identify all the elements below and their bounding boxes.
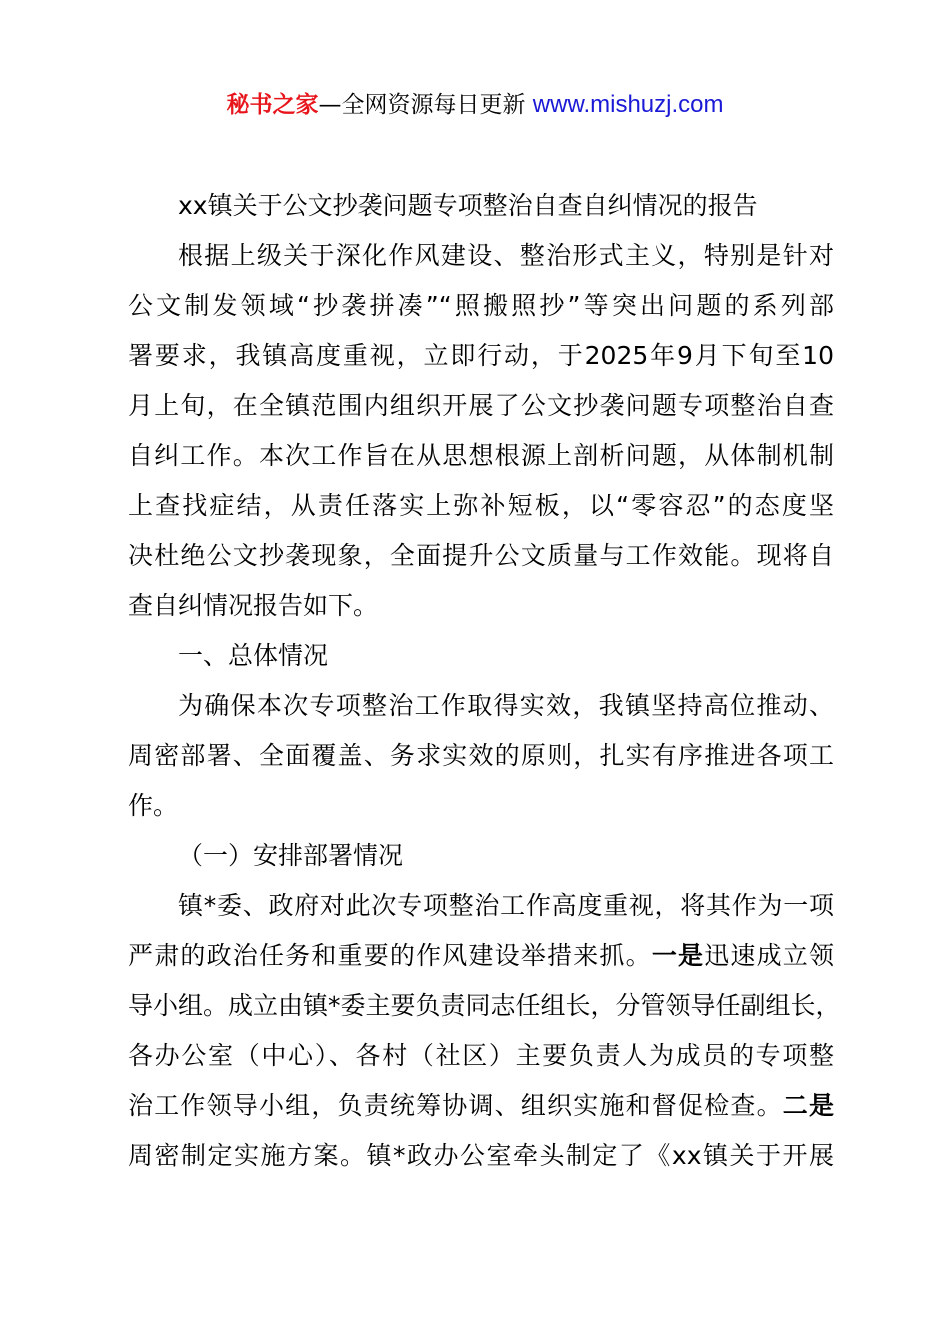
document-body bbox=[128, 181, 841, 1181]
banner-url-link[interactable]: www.mishuzj.com bbox=[532, 91, 724, 118]
banner-brand: 秘书之家 bbox=[226, 92, 319, 118]
subsection-text: 迅速成立领 bbox=[704, 941, 834, 970]
emphasis-first: 一是 bbox=[651, 941, 705, 970]
intro-line: 月上旬，在全镇范围内组织开展了公文抄袭问题专项整治自查 bbox=[128, 391, 834, 420]
section-line: 周密部署、全面覆盖、务求实效的原则，扎实有序推进各项工 bbox=[128, 741, 834, 770]
subsection-line: 周密制定实施方案。镇*政办公室牵头制定了《xx镇关于开展 bbox=[128, 1141, 834, 1170]
intro-line: 决杜绝公文抄袭现象，全面提升公文质量与工作效能。现将自 bbox=[128, 541, 834, 570]
site-banner bbox=[0, 88, 950, 122]
subsection-text: 严肃的政治任务和重要的作风建设举措来抓。 bbox=[128, 941, 652, 970]
section-line: 作。 bbox=[128, 791, 179, 820]
intro-line: 根据上级关于深化作风建设、整治形式主义，特别是针对 bbox=[178, 241, 834, 270]
subsection-heading: （一）安排部署情况 bbox=[178, 841, 404, 870]
document-title: xx镇关于公文抄袭问题专项整治自查自纠情况的报告 bbox=[178, 191, 758, 220]
intro-line: 公文制发领域“抄袭拼凑”“照搬照抄”等突出问题的系列部 bbox=[128, 291, 834, 320]
subsection-line bbox=[128, 1081, 834, 1131]
banner-tagline: —全网资源每日更新 bbox=[318, 92, 533, 118]
intro-line: 查自纠情况报告如下。 bbox=[128, 591, 379, 620]
subsection-line: 导小组。成立由镇*委主要负责同志任组长，分管领导任副组长， bbox=[128, 991, 841, 1020]
emphasis-second: 二是 bbox=[782, 1091, 834, 1120]
subsection-line bbox=[128, 931, 834, 981]
intro-line: 上查找症结，从责任落实上弥补短板，以“零容忍”的态度坚 bbox=[128, 491, 834, 520]
section-heading: 一、总体情况 bbox=[178, 641, 329, 670]
subsection-line: 镇*委、政府对此次专项整治工作高度重视，将其作为一项 bbox=[178, 891, 834, 920]
subsection-text: 治工作领导小组，负责统筹协调、组织实施和督促检查。 bbox=[128, 1091, 783, 1120]
section-line: 为确保本次专项整治工作取得实效，我镇坚持高位推动、 bbox=[178, 691, 834, 720]
subsection-line: 各办公室（中心）、各村（社区）主要负责人为成员的专项整 bbox=[128, 1041, 834, 1070]
intro-line: 署要求，我镇高度重视，立即行动，于2025年9月下旬至10 bbox=[128, 341, 834, 370]
intro-line: 自纠工作。本次工作旨在从思想根源上剖析问题，从体制机制 bbox=[128, 441, 834, 470]
